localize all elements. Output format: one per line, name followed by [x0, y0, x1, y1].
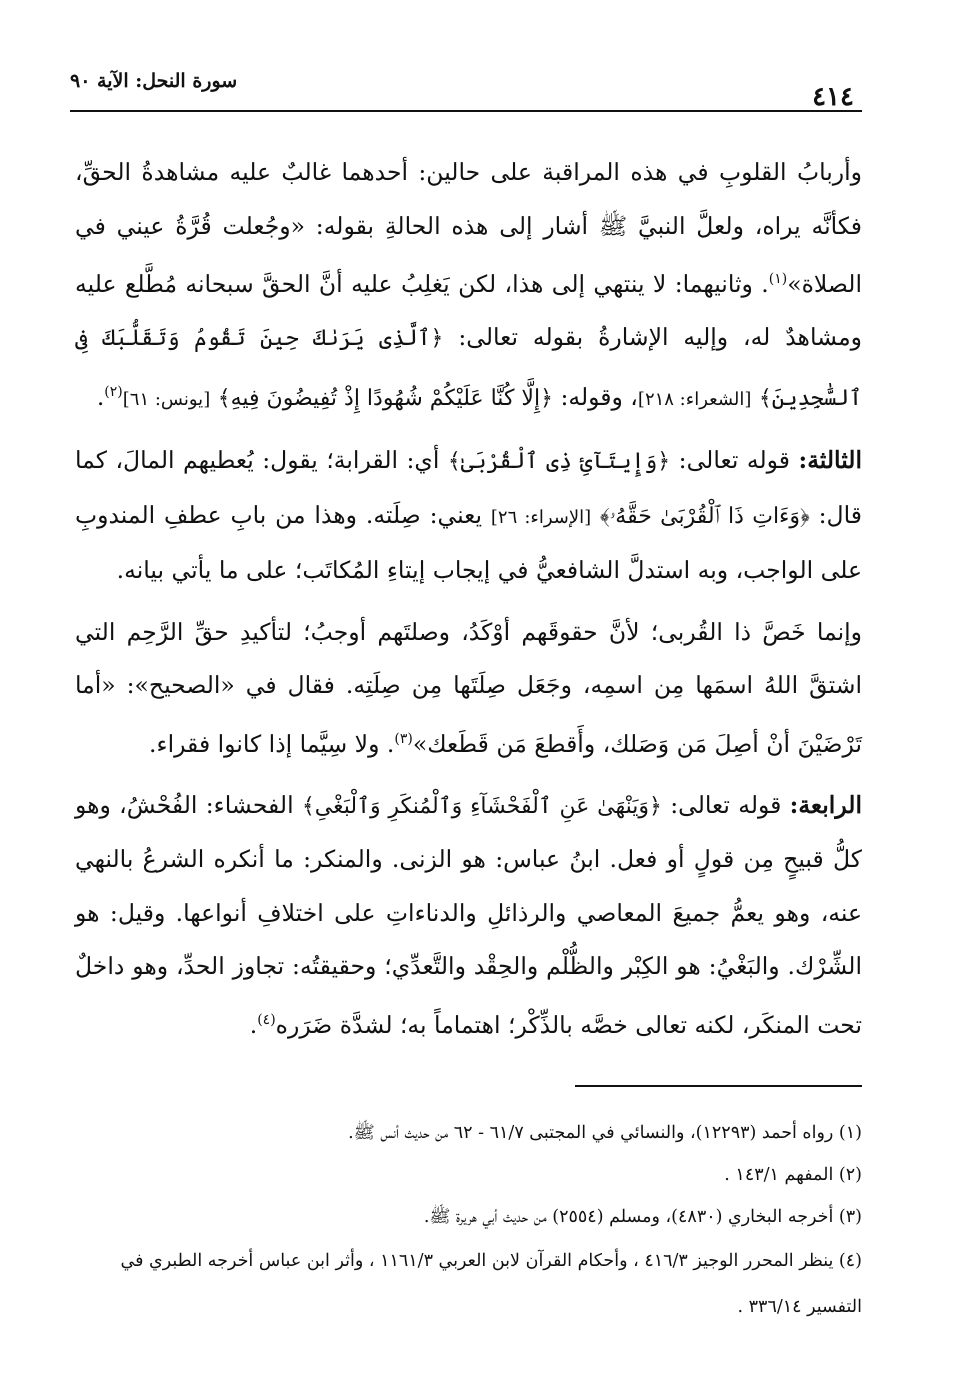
paragraph-text: يعني: صِلَته. وهذا من بابِ عطفِ المندوبِ على الواجب، وبه استدلَّ الشافعيُّ في إيجاب إيتاءِ المُكاتَب؛ على ما يأتي بيانه. [75, 500, 862, 585]
footnote-1: (١) رواه أحمد (١٢٢٩٣)، والنسائي في المجتبى ٦١/٧ - ٦٢ من حديث أنس ﷺ. [348, 1123, 862, 1143]
verse-reference: [الشعراء: ٢١٨] [637, 388, 752, 410]
footnotes [70, 1112, 862, 1330]
paragraph-text: قوله تعالى: [661, 790, 790, 819]
paragraph-text: ، وقوله: [552, 382, 638, 411]
section-lead: الثالثة: [798, 446, 862, 475]
paragraph-text: أي: القرابة؛ يقول: يُعطيهم المالَ، كما قال: [75, 446, 862, 529]
paragraph-text: وإنما خَصَّ ذا القُربى؛ لأنَّ حقوقَهم أوْكَدُ، وصلتَهم أوجبُ؛ لتأكيدِ حقِّ الرَّحِم التي اشتقَّ اللهُ اسمَها مِن اسمِه، وجَعَل صِلَتَها مِن صِلَتِه. فقال في «الصحيح»: «أما تَرْضَيْنَ أنْ أصِلَ مَن وَصَلك، وأَقطعَ مَن قَطَعك» [75, 617, 862, 758]
paragraph-1 [75, 146, 862, 426]
footnote-marker: (٢) [104, 383, 123, 400]
quran-verse: ﴿إِلَّا كُنَّا عَلَيْكُمْ شُهُودًا إِذْ تُفِيضُونَ فِيهِ﴾ [217, 385, 553, 411]
paragraph-end: . [249, 1010, 258, 1039]
running-head: سورة النحل: الآية ٩٠ [70, 70, 238, 92]
page-header [70, 62, 862, 112]
quran-verse: ﴿وَيَنْهَىٰ عَنِ ٱلْفَحْشَآءِ وَٱلْمُنكَرِ وَٱلْبَغْىِ﴾ [301, 793, 662, 819]
footnote-separator [575, 1085, 862, 1087]
paragraph-2 [75, 434, 862, 598]
paragraph-4 [75, 779, 862, 1052]
paragraph-text: الفحشاء: الفُحْشُ، وهو كلُّ قبيحٍ مِن قولٍ أو فعل. ابنُ عباس: هو الزنى. والمنكر: ما أنكره الشرعُ بالنهي عنه، وهو يعمُّ جميعَ المعاصي والرذائلِ والدناءاتِ على اختلافِ أنواعها. وقيل: هو الشِّرْك. والبَغْيُ: هو الكِبْر والظُّلْم والحِقْد والتَّعدِّي؛ وحقيقتُه: تجاوز الحدِّ، وهو داخلٌ تحت المنكَر، لكنه تعالى خصَّه بالذِّكْر؛ اهتماماً به؛ لشدَّة ضَرَره [75, 790, 862, 1039]
paragraph-text: . ولا سِيَّما إذا كانوا فقراء. [149, 729, 395, 758]
header-rule [70, 110, 862, 112]
main-text [75, 146, 862, 1060]
page-number: ٤١٤ [812, 82, 854, 112]
paragraph-end: . [96, 382, 105, 411]
quran-verse: ﴿وَإِيتَآئِ ذِى ٱلْقُرْبَىٰ﴾ [447, 449, 671, 475]
quran-verse: ﴿وَءَاتِ ذَا ٱلْقُرْبَىٰ حَقَّهُۥ﴾ [600, 503, 810, 529]
verse-reference: [يونس: ٦١] [122, 388, 211, 410]
paragraph-text: قوله تعالى: [670, 446, 799, 475]
footnote-marker: (١) [768, 271, 788, 287]
paragraph-text: . وثانيهما: لا ينتهي إلى هذا، لكن يَغلِبُ عليه أنَّ الحقَّ سبحانه مُطَّلع عليه ومشاهدٌ له، وإليه الإشارةُ بقوله تعالى: [75, 269, 863, 352]
footnote-3: (٣) أخرجه البخاري (٤٨٣٠)، ومسلم (٢٥٥٤) من حديث أبي هريرة ﷺ. [423, 1207, 862, 1227]
footnote-marker: (٣) [394, 730, 413, 747]
quran-verse: ﴿ٱلَّذِى يَرَىٰكَ حِينَ تَقُومُ وَتَقَلُّبَكَ فِى ٱلسَّٰجِدِينَ﴾ [75, 326, 862, 411]
paragraph-3 [75, 606, 862, 771]
verse-reference: [الإسراء: ٢٦] [490, 506, 592, 528]
footnote-2: (٢) المفهم ١٤٣/١ . [724, 1165, 862, 1185]
footnote-4: (٤) ينظر المحرر الوجيز ٤١٦/٣ ، وأحكام القرآن لابن العربي ١١٦١/٣ ، وأثر ابن عباس أخرجه الطبري في التفسير ٣٣٦/١٤ . [120, 1251, 862, 1317]
paragraph-text: وأربابُ القلوبِ في هذه المراقبة على حالين: أحدهما غالبٌ عليه مشاهدةُ الحقِّ، فكأنَّه يراه، ولعلَّ النبيَّ ﷺ أشار إلى هذه الحالةِ بقوله: «وجُعلت قُرَّةُ عيني في الصلاة» [75, 158, 862, 298]
section-lead: الرابعة: [789, 790, 862, 819]
footnote-marker: (٤) [257, 1011, 276, 1028]
